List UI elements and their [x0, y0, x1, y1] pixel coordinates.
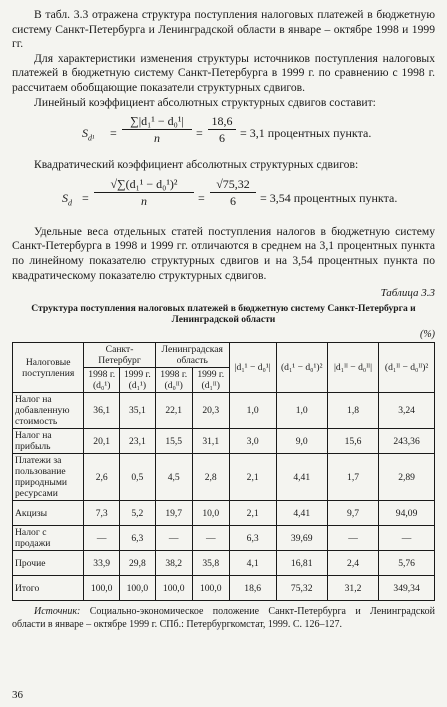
- cell: 2,1: [229, 454, 276, 501]
- formula-linear-lhs: S: [82, 126, 88, 141]
- row-name: Акцизы: [13, 501, 84, 526]
- cell: 3,0: [229, 429, 276, 454]
- formula-linear-den2: 6: [219, 131, 225, 146]
- cell: 9,7: [327, 501, 378, 526]
- cell: —: [84, 526, 120, 551]
- formula-quad-result: = 3,54 процентных пункта.: [260, 190, 398, 205]
- cell: —: [327, 526, 378, 551]
- cell: 5,76: [379, 551, 435, 576]
- paragraph-conclusion: Удельные веса отдельных статей поступления налогов в бюджетную систему Санкт-Петербурга в 1998 и 1999 гг. отличаются в среднем на 3,1 процентных пункта по линейному показателю структурных сдвигов и на 3,54 процентных пункта по квадратическому показателю структурных сдвигов.: [12, 224, 435, 282]
- formula-linear-lhs-sub: d¹: [88, 133, 95, 143]
- paragraph-quadratic-lead: Квадратический коэффициент абсолютных структурных сдвигов:: [34, 158, 359, 172]
- header-lo-1999: 1999 г. (d₁ᴵᴵ): [192, 368, 229, 393]
- cell: 7,3: [84, 501, 120, 526]
- cell: 23,1: [120, 429, 156, 454]
- cell: 6,3: [229, 526, 276, 551]
- header-spb: Санкт-Петербург: [84, 343, 155, 368]
- table-row-total: [13, 576, 435, 601]
- cell: 100,0: [155, 576, 192, 601]
- cell: 35,1: [120, 393, 156, 429]
- header-taxes: Налоговые поступления: [13, 343, 84, 393]
- cell: 10,0: [192, 501, 229, 526]
- source-note: [12, 606, 435, 631]
- cell: 19,7: [155, 501, 192, 526]
- cell: 9,0: [276, 429, 327, 454]
- cell: 100,0: [192, 576, 229, 601]
- cell: 0,5: [120, 454, 156, 501]
- table-label: Таблица 3.3: [380, 287, 435, 300]
- formula-linear-den: n: [154, 131, 160, 146]
- table-row: [13, 454, 435, 501]
- cell: 243,36: [379, 429, 435, 454]
- cell: 2,8: [192, 454, 229, 501]
- cell: 1,0: [276, 393, 327, 429]
- formula-quad-den2: 6: [230, 193, 236, 208]
- paragraph-linear-lead: Линейный коэффициент абсолютных структурных сдвигов составит:: [34, 95, 376, 109]
- cell: 75,32: [276, 576, 327, 601]
- cell: 5,2: [120, 501, 156, 526]
- formula-linear: $S_{d^1}$ = $\frac{\text{∑|d₁¹ − d₀¹|}}{n}$ = $\frac{18,6}{6}$ = 3,1 процентных пункта.: [82, 114, 372, 146]
- cell: 4,41: [276, 501, 327, 526]
- cell: 22,1: [155, 393, 192, 429]
- header-sq-diff-lo: (d₁ᴵᴵ − d₀ᴵᴵ)²: [379, 343, 435, 393]
- cell: 35,8: [192, 551, 229, 576]
- formula-linear-result: = 3,1 процентных пункта.: [240, 126, 372, 141]
- formula-linear-frac1: [122, 114, 192, 146]
- formula-quad-num2: √75,32: [210, 177, 256, 193]
- header-lo: Ленинградская область: [155, 343, 229, 368]
- cell: 18,6: [229, 576, 276, 601]
- cell: 31,2: [327, 576, 378, 601]
- header-spb-1998: 1998 г. (d₀¹): [84, 368, 120, 393]
- table-row: [13, 526, 435, 551]
- table-row: [13, 501, 435, 526]
- formula-quad-den: n: [141, 193, 147, 208]
- cell: 33,9: [84, 551, 120, 576]
- tax-structure-table: [12, 342, 435, 601]
- cell: 38,2: [155, 551, 192, 576]
- cell: 16,81: [276, 551, 327, 576]
- formula-linear-num: ∑|d₁¹ − d₀¹|: [122, 114, 192, 130]
- table-title: Структура поступления налоговых платежей в бюджетную систему Санкт-Петербурга и Ленинградской области: [31, 303, 416, 326]
- cell: 39,69: [276, 526, 327, 551]
- header-spb-1999: 1999 г. (d₁¹): [120, 368, 156, 393]
- cell: —: [192, 526, 229, 551]
- row-name: Налог с продажи: [13, 526, 84, 551]
- cell: 1,7: [327, 454, 378, 501]
- paragraph-method: Для характеристики изменения структуры источников поступления налоговых платежей в бюджетную систему Санкт-Петербурга в 1999 г. по сравнению с 1998 г. рассчитаем обобщающие показатели структурных сдвигов.: [12, 51, 435, 94]
- cell: 94,09: [379, 501, 435, 526]
- cell: 2,1: [229, 501, 276, 526]
- cell: 31,1: [192, 429, 229, 454]
- row-name: Итого: [13, 576, 84, 601]
- cell: 15,5: [155, 429, 192, 454]
- cell: 4,41: [276, 454, 327, 501]
- cell: 20,1: [84, 429, 120, 454]
- formula-quad-frac1: [94, 177, 194, 209]
- cell: 36,1: [84, 393, 120, 429]
- header-sq-diff-spb: (d₁¹ − d₀¹)²: [276, 343, 327, 393]
- row-name: Налог на добавленную стоимость: [13, 393, 84, 429]
- formula-linear-num2: 18,6: [208, 114, 236, 130]
- cell: 3,24: [379, 393, 435, 429]
- cell: 1,8: [327, 393, 378, 429]
- formula-quad-lhs-sub: d: [68, 198, 72, 208]
- row-name: Налог на прибыль: [13, 429, 84, 454]
- cell: 1,0: [229, 393, 276, 429]
- table-row: [13, 429, 435, 454]
- cell: 2,6: [84, 454, 120, 501]
- formula-linear-frac2: [208, 114, 236, 146]
- source-text: Социально-экономическое положение Санкт-Петербурга и Ленинградской области в январе – октябре 1999 г. СПб.: Петербургкомстат, 1999. С. 126–127.: [12, 606, 435, 630]
- row-name: Платежи за пользование природными ресурсами: [13, 454, 84, 501]
- cell: 100,0: [120, 576, 156, 601]
- cell: 20,3: [192, 393, 229, 429]
- header-abs-diff-lo: |d₁ᴵᴵ − d₀ᴵᴵ|: [327, 343, 378, 393]
- table-row: [13, 551, 435, 576]
- formula-quad-num: √∑(d₁¹ − d₀¹)²: [94, 177, 194, 193]
- cell: 100,0: [84, 576, 120, 601]
- source-label: Источник:: [34, 606, 81, 618]
- cell: 2,89: [379, 454, 435, 501]
- row-name: Прочие: [13, 551, 84, 576]
- table-row: [13, 393, 435, 429]
- cell: 4,5: [155, 454, 192, 501]
- cell: —: [379, 526, 435, 551]
- table-unit: (%): [420, 329, 435, 341]
- formula-quadratic: $S_d$ = $\frac{\text{√∑(d₁¹ − d₀¹)²}}{n}$ = $\frac{√75,32}{6}$ = 3,54 процентных пункта.: [62, 176, 398, 208]
- cell: —: [155, 526, 192, 551]
- cell: 2,4: [327, 551, 378, 576]
- header-abs-diff-spb: |d₁¹ − d₀¹|: [229, 343, 276, 393]
- page-number: 36: [12, 689, 23, 701]
- cell: 15,6: [327, 429, 378, 454]
- cell: 6,3: [120, 526, 156, 551]
- cell: 4,1: [229, 551, 276, 576]
- header-lo-1998: 1998 г. (d₀ᴵᴵ): [155, 368, 192, 393]
- formula-quad-lhs: S: [62, 190, 68, 205]
- cell: 29,8: [120, 551, 156, 576]
- paragraph-intro: В табл. 3.3 отражена структура поступления налоговых платежей в бюджетную систему Санкт-Петербурга и Ленинградской области в январе – октябре 1998 и 1999 гг.: [12, 8, 435, 51]
- cell: 349,34: [379, 576, 435, 601]
- formula-quad-frac2: [210, 177, 256, 209]
